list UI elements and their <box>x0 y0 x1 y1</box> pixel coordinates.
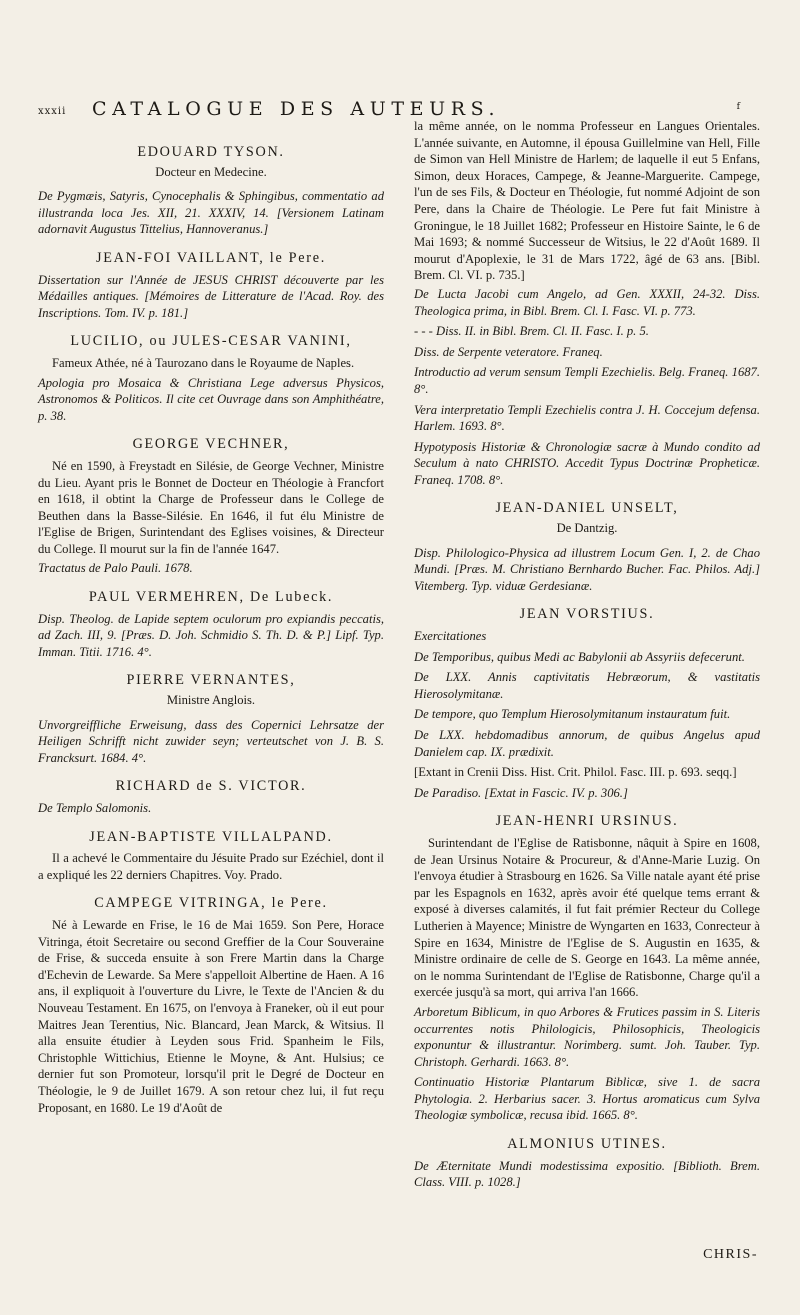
author-heading: GEORGE VECHNER, <box>132 436 290 453</box>
author-role: De Dantzig. <box>556 521 618 536</box>
work-entry: De Templo Salomonis. <box>38 801 152 815</box>
author-bio: Fameux Athée, né à Taurozano dans le Royaume de Naples. <box>52 355 355 370</box>
author-heading: JEAN-DANIEL UNSELT, <box>495 500 679 517</box>
work-entry: De LXX. hebdomadibus annorum, de quibus Angelus apud Danielem cap. IX. prædixit. <box>414 728 760 759</box>
work-entry: De LXX. Annis captivitatis Hebræorum, & vastitatis Hierosolymitanæ. <box>414 670 760 701</box>
author-heading: EDOUARD TYSON. <box>137 144 285 160</box>
work-entry: De Pygmæis, Satyris, Cynocephalis & Sphingibus, commentatio ad illustranda loca Jes. XII, 21. XXXIV, 14. [Versionem Latinam adornavit Augustus Tittelius, Hannoveranus.] <box>38 189 384 237</box>
entry-vorstius <box>414 606 760 801</box>
author-heading: JEAN VORSTIUS. <box>519 606 655 623</box>
signature-mark: f <box>736 102 740 112</box>
entry-vitringa <box>38 895 384 1116</box>
author-heading: PIERRE VERNANTES, <box>126 672 296 689</box>
work-entry: De Paradiso. [Extat in Fasciс. IV. p. 306.] <box>414 785 628 800</box>
work-entry: Disp. Philologico-Physica ad illustrem Locum Gen. I, 2. de Chao Mundi. [Præs. M. Christiano Bernhardo Bucher. Fac. Philos. Adj.] Vitemberg. Typ. viduæ Gerdesianæ. <box>414 545 760 593</box>
work-entry: Tractatus de Palo Pauli. 1678. <box>38 561 193 576</box>
left-column <box>38 136 384 1128</box>
work-entry: Dissertation sur l'Année de JESUS CHRIST découverte par les Médailles antiques. [Mémoires de Litterature de l'Acad. Roy. des Inscriptions. Tom. IV. p. 181.] <box>38 272 384 320</box>
author-role: Ministre Anglois. <box>166 693 256 708</box>
author-bio-continued: la même année, on le nomma Professeur en Langues Orientales. L'année suivante, en Automne, il épousa Guillelmine van Hell, Fille de Simon van Hell Ministre de Harlem; de laquelle il eut 5 Enfans, Simon, deux Horaces, Campege, & Jeanne-Marguerite. Campege, l'un de ses Fils, & Docteur en Théologie, fut nommé Adjoint de son Pere, dans la Chaire de Théologie. Le Pere fut fait Ministre à Groningue, le 18 Juillet 1682; Professeur en Histoire Sainte, le 6 de Mai 1693; & nommé Successeur de Witsius, le 22 d'Août 1689. Il mourut d'Apoplexie, le 31 de Mars 1722, âgé de 63 ans. [Bibl. Brem. Cl. VI. p. 735.] <box>414 119 760 283</box>
entry-vaillant <box>38 250 384 321</box>
entry-victor <box>38 778 384 816</box>
entry-vitringa-continued <box>414 118 760 488</box>
work-entry: Disp. Theolog. de Lapide septem oculorum pro expiandis peccatis, ad Zach. III, 9. [Præs. D. Joh. Schmidio S. Th. D. & P.] Lipf. Typ. Imman. Titii. 1716. 4°. <box>38 611 384 659</box>
author-bio: Né en 1590, à Freystadt en Silésie, de George Vechner, Ministre du Lieu. Ayant pris le Bonnet de Docteur en Théologie à Francfort en 1618, il obtint la Charge de Professeur dans le College de Beuthen dans la Basse-Silésie. En 1646, il fut élu Ministre de l'Eglise de Brigen, Surintendant des Eglises voisines, & Directeur du College. Il mourut sur la fin de l'année 1647. <box>38 458 384 556</box>
author-heading: RICHARD de S. VICTOR. <box>115 778 307 795</box>
entry-almonius <box>414 1136 760 1191</box>
entry-vechner <box>38 436 384 577</box>
author-heading: ALMONIUS UTINES. <box>507 1136 667 1153</box>
work-entry: [Extant in Crenii Diss. Hist. Crit. Philol. Fasc. III. p. 693. seqq.] <box>414 765 737 780</box>
running-title: CATALOGUE DES AUTEURS. <box>92 98 501 120</box>
author-role: Docteur en Medecine. <box>155 164 267 179</box>
work-entry: Continuatio Historiæ Plantarum Biblicæ, sive 1. de sacra Phytologia. 2. Herbarius sacer. 3. Hortus aromaticus cum Sylva Theologiæ symbolicæ, recusa ibid. 1665. 8°. <box>414 1075 760 1123</box>
catchword: CHRIS- <box>703 1247 758 1262</box>
work-entry: Diss. de Serpente veteratore. Franeq. <box>414 344 603 359</box>
entry-vermehren <box>38 589 384 660</box>
work-entry: Exercitationes <box>414 629 487 644</box>
entry-vernantes <box>38 672 384 766</box>
author-heading: JEAN-BAPTISTE VILLALPAND. <box>89 828 333 845</box>
work-entry: - - - Diss. II. in Bibl. Brem. Cl. II. Fasc. I. p. 5. <box>414 324 649 339</box>
work-entry: Unvorgreiffliche Erweisung, dass des Copernici Lehrsatze der Heiligen Schrifft nicht zuwider seyn; verteutschet von J. B. S. Francksurt. 1684. 4°. <box>38 717 384 765</box>
entry-unselt <box>414 500 760 594</box>
work-entry: Apologia pro Mosaica & Christiana Lege adversus Physicos, Astronomos & Politicos. Il cite cet Ouvrage dans son Amphithéatre, p. 38. <box>38 375 384 423</box>
work-entry: De Temporibus, quibus Medi ac Babylonii ab Assyriis defecerunt. <box>414 649 745 664</box>
entry-villalpand <box>38 829 384 884</box>
right-column <box>414 118 760 1203</box>
work-entry: Vera interpretatio Templi Ezechielis contra J. H. Coccejum defensa. Harlem. 1693. 8°. <box>414 402 760 434</box>
entry-ursinus <box>414 813 760 1124</box>
author-heading: CAMPEGE VITRINGA, le Pere. <box>94 895 328 912</box>
author-bio: Surintendant de l'Eglise de Ratisbonne, nâquit à Spire en 1608, de Jean Ursinus Notaire & Procureur, & d'Anne-Marie Luzig. On l'envoya étudier à Strasbourg en 1626. Sa Ville natale ayant été prise par les Espagnols en 1632, après avoir été quelque tems errant & exposé à diverses calamités, il fut fait prémier Recteur du College Lutherien à Mayence; Ministre de Wyngarten en 1633, Conrecteur à Spire en 1634, Ministre de l'Eglise de S. Augustin en 1635, & Ministre ordinaire de celle de S. George en 1643. La même année, on le nomma Surintendant de l'Eglise de Ratisbonne, Charge qu'il a exercée jusqu'à sa mort, qui arriva l'an 1666. <box>414 835 760 1000</box>
entry-vanini <box>38 333 384 424</box>
author-bio: Né à Lewarde en Frise, le 16 de Mai 1659. Son Pere, Horace Vitringa, étoit Secretaire ou second Greffier de la Cour Souveraine de Frise, & succeda ensuite à son Frere Martin dans la Charge d'Echevin de Lewarde. Sa Mere s'appelloit Albertine de Haen. A 16 ans, il expliquoit à l'ouverture du Livre, le Texte de l'Ancien & du Nouveau Testament. En 1675, on l'envoya à Franeker, où il eut pour Maitres Jean Terentius, Nic. Blancard, Jean Marck, & Witsius. Il alla ensuite étudier à Leyden sous Frid. Spanheim le Fils, Christophle Wittichius, Etienne le Moyne, & Ant. Hulsius; ce dernier fut son Promoteur, lorsqu'il prit le Degré de Docteur en Théologie, le 9 de Juillet 1679. A son retour chez lui, il fut reçu Proposant, en 1680. Le 19 d'Août de <box>38 917 384 1115</box>
work-entry: De Lucta Jacobi cum Angelo, ad Gen. XXXII, 24-32. Diss. Theologica prima, in Bibl. Brem. Cl. I. Fasc. VI. p. 773. <box>414 286 760 318</box>
work-entry: Introductio ad verum sensum Templi Ezechielis. Belg. Franeq. 1687. 8°. <box>414 365 760 396</box>
author-bio: Il a achevé le Commentaire du Jésuite Prado sur Ezéchiel, dont il a expliqué les 22 derniers Chapitres. Voy. Prado. <box>38 851 384 882</box>
work-entry: De Æternitate Mundi modestissima expositio. [Biblioth. Brem. Class. VIII. p. 1028.] <box>414 1158 760 1190</box>
author-heading: PAUL VERMEHREN, De Lubeck. <box>88 589 334 606</box>
entry-tyson <box>38 144 384 238</box>
page-number: xxxii <box>38 106 67 117</box>
author-heading: JEAN-FOI VAILLANT, le Pere. <box>96 249 326 266</box>
author-heading: LUCILIO, ou JULES-CESAR VANINI, <box>70 333 352 350</box>
work-entry: De tempore, quo Templum Hierosolymitanum instauratum fuit. <box>414 707 731 722</box>
author-heading: JEAN-HENRI URSINUS. <box>495 813 679 830</box>
work-entry: Arboretum Biblicum, in quo Arbores & Frutices passim in S. Literis occurrentes notis Philologicis, Philosophicis, Theologicis exponuntur & illustrantur. Norimberg. sumt. Joh. Tauber. Typ. Christoph. Gerhardi. 1663. 8°. <box>414 1004 760 1069</box>
work-entry: Hypotyposis Historiæ & Chronologiæ sacræ à Mundo condito ad Seculum à nato CHRISTO. Accedit Typus Doctrinæ Propheticæ. Franeq. 1708. 8°. <box>414 439 760 487</box>
